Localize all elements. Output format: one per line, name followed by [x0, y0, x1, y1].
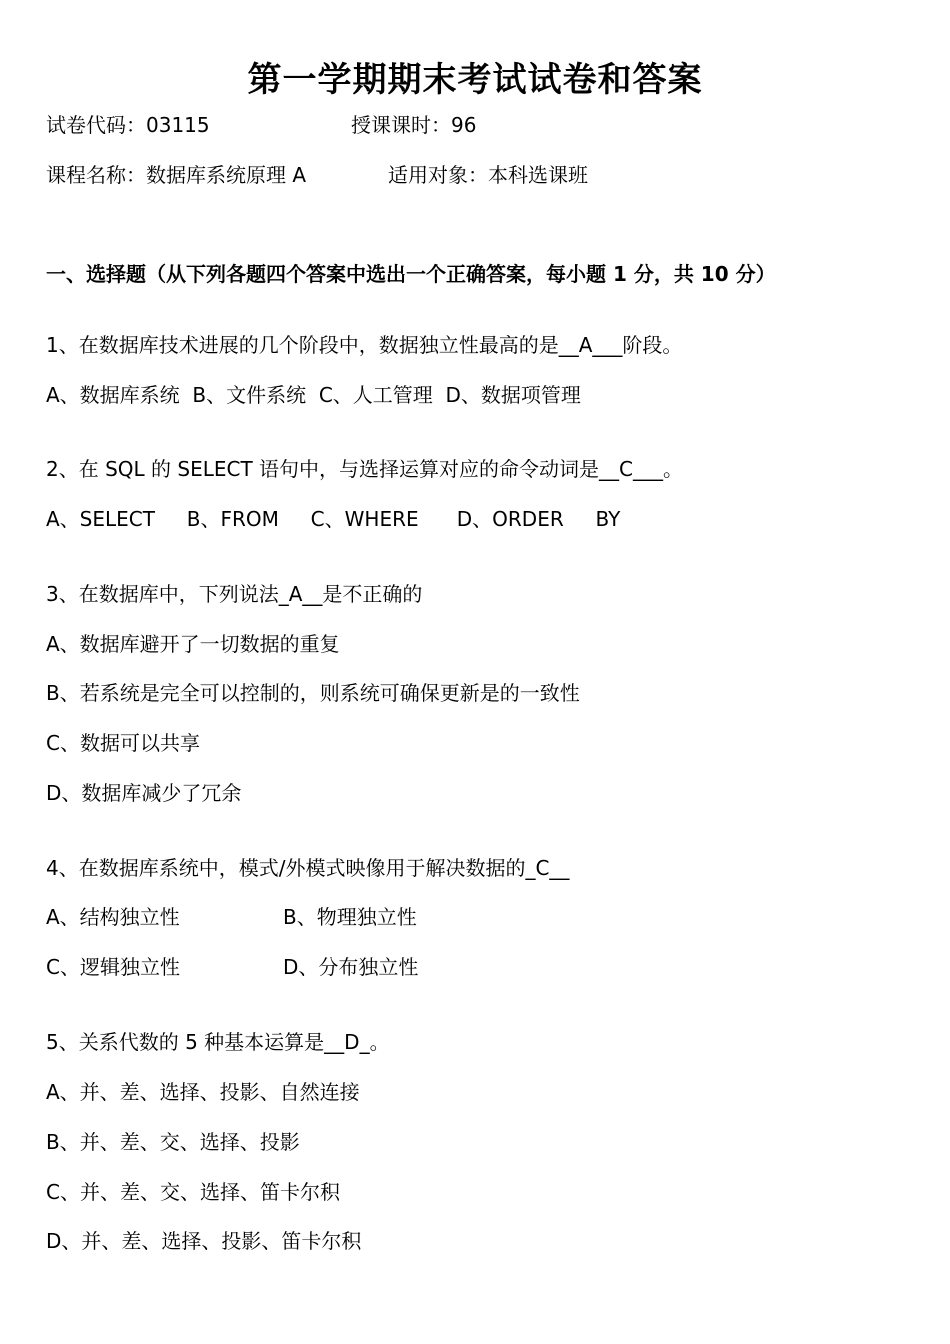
course-hours: 授课课时：96	[351, 113, 477, 137]
option-a: A、并、差、选择、投影、自然连接	[46, 1080, 360, 1104]
option-b: B、并、差、交、选择、投影	[46, 1130, 300, 1154]
option-c: C、数据可以共享	[46, 731, 200, 755]
question-stem: 1、在数据库技术进展的几个阶段中，数据独立性最高的是__A___阶段。	[46, 333, 683, 357]
page-title: 第一学期期末考试试卷和答案	[247, 60, 703, 100]
option-d: D、数据库减少了冗余	[46, 781, 242, 805]
paper-code: 试卷代码：03115	[46, 113, 210, 137]
question-options: A、SELECT B、FROM C、WHERE D、ORDER BY	[46, 507, 621, 531]
option-c: C、逻辑独立性	[46, 955, 180, 979]
question-stem: 3、在数据库中，下列说法_A__是不正确的	[46, 582, 423, 606]
option-a: A、结构独立性	[46, 905, 180, 929]
question-options: A、数据库系统 B、文件系统 C、人工管理 D、数据项管理	[46, 383, 581, 407]
option-b: B、若系统是完全可以控制的，则系统可确保更新是的一致性	[46, 681, 580, 705]
option-d: D、并、差、选择、投影、笛卡尔积	[46, 1229, 362, 1253]
question-stem: 2、在 SQL 的 SELECT 语句中，与选择运算对应的命令动词是__C___。	[46, 457, 683, 481]
option-d: D、分布独立性	[283, 955, 419, 979]
section-heading: 一、选择题（从下列各题四个答案中选出一个正确答案，每小题 1 分，共 10 分）	[46, 262, 776, 286]
option-c: C、并、差、交、选择、笛卡尔积	[46, 1180, 340, 1204]
course-name: 课程名称：数据库系统原理 A	[46, 163, 307, 187]
target-audience: 适用对象：本科选课班	[388, 163, 588, 187]
question-stem: 5、关系代数的 5 种基本运算是__D_。	[46, 1030, 390, 1054]
option-a: A、数据库避开了一切数据的重复	[46, 632, 340, 656]
question-stem: 4、在数据库系统中，模式/外模式映像用于解决数据的_C__	[46, 856, 570, 880]
option-b: B、物理独立性	[283, 905, 417, 929]
